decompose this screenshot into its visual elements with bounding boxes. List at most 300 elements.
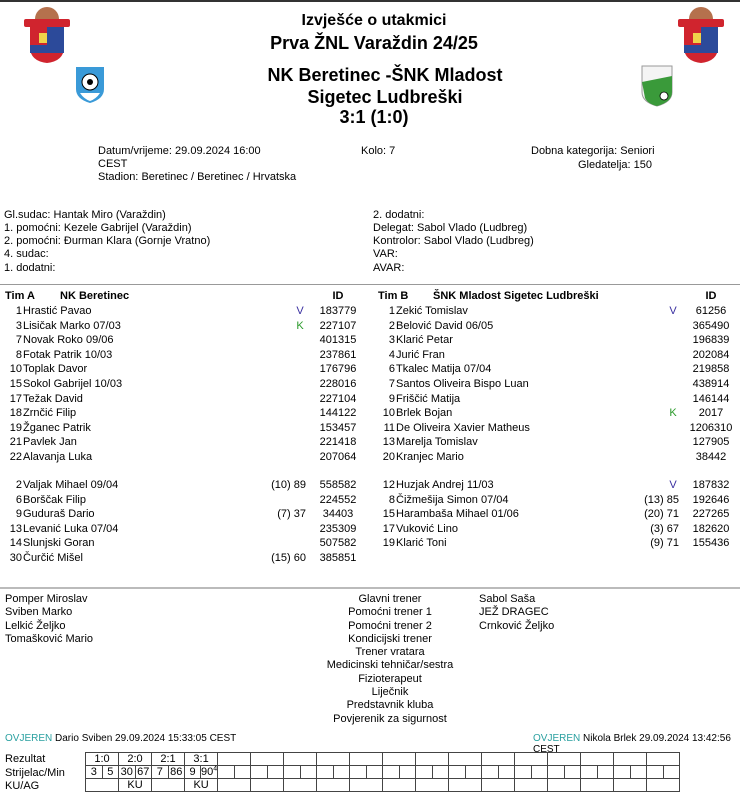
empty-type-cell: [449, 779, 482, 792]
empty-minute-cell: [267, 766, 284, 779]
away-staff: [479, 593, 554, 633]
player-id: 202084: [692, 348, 730, 361]
player-id: 192646: [692, 493, 730, 506]
report-title: Izvješće o utakmici: [301, 12, 447, 29]
substitution-info: (9) 71: [650, 537, 679, 550]
player-number: 8: [388, 493, 395, 506]
datetime-value: 29.09.2024 16:00: [175, 145, 261, 157]
round-value: 7: [389, 145, 396, 157]
verification-home: [5, 733, 236, 744]
player-id: 34403: [322, 508, 354, 521]
player-name: Klarić Toni: [396, 537, 447, 550]
home-staff: [5, 593, 93, 646]
player-number: 6: [15, 493, 22, 506]
empty-result-cell: [218, 753, 251, 766]
round: [361, 145, 395, 158]
age-category-label: Dobna kategorija:: [531, 145, 618, 157]
player-row: [373, 319, 735, 333]
staff-line: Liječnik: [371, 686, 409, 699]
type-cell: [152, 779, 185, 792]
player-name: Lisičak Marko 07/03: [23, 319, 121, 332]
staff-line: Glavni trener: [358, 593, 422, 605]
minute-cell: [135, 766, 152, 779]
spectators-value: 150: [633, 159, 653, 171]
minute-value: 67: [137, 766, 150, 778]
final-score: 3:1 (1:0): [339, 107, 409, 127]
spectators-label: Gledatelja:: [578, 159, 631, 171]
player-id: 219858: [692, 363, 730, 376]
officials-left: [4, 209, 210, 275]
empty-scorer-cell: [548, 766, 565, 779]
player-number: 15: [9, 378, 22, 390]
player-number: 19: [382, 537, 395, 550]
player-name: Huzjak Andrej 11/03: [396, 479, 494, 491]
goalkeeper-badge: V: [669, 305, 677, 317]
staff-line: Crnković Željko: [479, 619, 555, 632]
empty-minute-cell: [465, 766, 482, 779]
empty-scorer-cell: [581, 766, 598, 779]
player-number: 3: [15, 319, 22, 332]
player-name: Belović David 06/05: [396, 319, 494, 332]
empty-result-cell: [284, 753, 317, 766]
empty-type-cell: [284, 779, 317, 792]
player-row: [0, 377, 362, 391]
player-row: [0, 478, 362, 492]
empty-type-cell: [515, 779, 548, 792]
player-number: 4: [388, 348, 395, 361]
empty-type-cell: [350, 779, 383, 792]
player-number: 13: [9, 522, 22, 535]
empty-scorer-cell: [449, 766, 466, 779]
player-number: 17: [382, 522, 395, 535]
player-name: Zrnčić Filip: [23, 407, 77, 420]
empty-type-cell: [383, 779, 416, 792]
empty-type-cell: [614, 779, 647, 792]
captain-badge: K: [296, 319, 304, 332]
empty-result-cell: [647, 753, 680, 766]
player-id: 438914: [692, 378, 730, 390]
official-line: Kontrolor: Sabol Vlado (Ludbreg): [373, 235, 534, 247]
empty-result-cell: [350, 753, 383, 766]
player-number: 12: [382, 479, 395, 491]
player-number: 7: [15, 334, 22, 347]
empty-scorer-cell: [614, 766, 631, 779]
player-id: 176796: [319, 363, 357, 376]
empty-scorer-cell: [317, 766, 334, 779]
team-separator: -: [385, 65, 392, 85]
player-name: Vuković Lino: [396, 522, 458, 535]
player-name: Novak Roko 09/06: [23, 334, 114, 347]
player-number: 21: [9, 436, 22, 449]
empty-result-cell: [581, 753, 614, 766]
player-name: Čižmešija Simon 07/04: [396, 493, 509, 506]
official-line: 1. dodatni:: [4, 262, 56, 274]
staff-line: Trener vratara: [355, 646, 425, 659]
team-b-name: ŠNK Mladost Sigetec Ludbreški: [433, 290, 599, 302]
empty-scorer-cell: [284, 766, 301, 779]
verified-tag: OVJEREN: [533, 733, 581, 744]
player-id: 228016: [319, 378, 357, 390]
player-name: Brlek Bojan: [396, 407, 453, 420]
player-row: [0, 450, 362, 464]
empty-scorer-cell: [416, 766, 433, 779]
type-cell: [86, 779, 119, 792]
minute-cell: [102, 766, 119, 779]
staff-roles: [290, 593, 490, 726]
empty-scorer-cell: [251, 766, 268, 779]
team-b-label: Tim B: [378, 290, 409, 302]
player-number: 17: [9, 392, 22, 405]
snk-mladost-sigetec-crest-icon: [640, 64, 674, 108]
staff-line: Pomoćni trener 2: [348, 619, 432, 632]
player-row: [0, 522, 362, 536]
result-cell: 2:1: [152, 753, 185, 766]
player-id: 153457: [319, 421, 357, 434]
team-a-label: Tim A: [5, 290, 35, 302]
player-number: 9: [15, 508, 22, 521]
player-id: 221418: [319, 436, 357, 449]
top-rule: [0, 0, 740, 2]
staff-line: Lelkić Željko: [5, 619, 66, 632]
officials-right: [373, 209, 534, 275]
player-name: Kranjec Mario: [396, 451, 464, 463]
player-row: [373, 333, 735, 347]
result-cell: 2:0: [119, 753, 152, 766]
player-name: Pavlek Jan: [23, 436, 77, 449]
player-name: Levanić Luka 07/04: [23, 522, 119, 535]
minute-value: 86: [170, 766, 183, 778]
player-id: 227265: [692, 508, 730, 521]
player-id: 127905: [692, 436, 730, 449]
player-id: 155436: [692, 537, 730, 550]
player-number: 1: [388, 305, 395, 317]
official-line: 2. dodatni:: [373, 209, 425, 221]
away-team-name: ŠNK Mladost Sigetec Ludbreški: [307, 65, 503, 107]
scorer-row: [86, 766, 680, 779]
staff-line: Pomper Miroslav: [5, 593, 88, 605]
home-team-name: NK Beretinec: [267, 65, 381, 85]
player-name: Slunjski Goran: [23, 537, 95, 550]
substitution-info: (10) 89: [271, 479, 306, 491]
player-number: 7: [388, 378, 395, 390]
stadium-value: Beretinec / Beretinec / Hrvatska: [141, 171, 297, 183]
player-row: [0, 362, 362, 376]
player-id: 237861: [319, 348, 357, 361]
player-id: 144122: [319, 407, 357, 420]
player-id: 207064: [319, 451, 357, 463]
player-row: [0, 536, 362, 550]
empty-type-cell: [416, 779, 449, 792]
minute-cell: [168, 766, 185, 779]
player-number: 30: [9, 552, 22, 564]
player-row: [0, 551, 362, 565]
round-label: Kolo:: [361, 145, 387, 157]
player-number: 9: [388, 392, 395, 405]
staff-line: JEŽ DRAGEC: [479, 606, 549, 619]
empty-scorer-cell: [482, 766, 499, 779]
player-name: Borščak Filip: [23, 493, 86, 506]
substitution-info: (13) 85: [644, 493, 679, 506]
staff-line: Kondicijski trener: [348, 632, 432, 645]
player-row: [373, 421, 735, 435]
empty-type-cell: [482, 779, 515, 792]
player-row: [373, 435, 735, 449]
player-name: Marelja Tomislav: [396, 436, 478, 449]
empty-scorer-cell: [383, 766, 400, 779]
player-name: Alavanja Luka: [23, 451, 93, 463]
minute-value: 5: [107, 766, 114, 778]
stadium: [98, 171, 296, 184]
empty-type-cell: [218, 779, 251, 792]
official-line: AVAR:: [373, 262, 405, 274]
player-number: 14: [9, 537, 22, 550]
player-id: 182620: [692, 522, 730, 535]
official-line: Gl.sudac: Hantak Miro (Varaždin): [4, 209, 166, 221]
minute-value: 90: [201, 766, 214, 778]
player-number: 2: [15, 479, 22, 491]
empty-scorer-cell: [647, 766, 664, 779]
player-name: Santos Oliveira Bispo Luan: [396, 378, 529, 390]
captain-badge: K: [669, 407, 677, 420]
result-label: Rezultat: [5, 753, 46, 765]
empty-scorer-cell: [515, 766, 532, 779]
player-name: Guduraš Dario: [23, 508, 95, 521]
result-row: [86, 753, 680, 766]
staff-line: Sabol Saša: [479, 593, 536, 605]
player-number: 10: [9, 363, 22, 376]
empty-result-cell: [515, 753, 548, 766]
substitution-info: (3) 67: [650, 522, 679, 535]
player-row: [373, 348, 735, 362]
player-row: [0, 435, 362, 449]
empty-type-cell: [647, 779, 680, 792]
player-row: [0, 348, 362, 362]
player-id: 196839: [692, 334, 730, 347]
player-name: Hrastić Pavao: [23, 305, 92, 317]
empty-result-cell: [317, 753, 350, 766]
staff-line: Sviben Marko: [5, 606, 73, 619]
player-number: 13: [382, 436, 395, 449]
player-id: 183779: [319, 305, 357, 317]
scorer-label: Strijelac/Min: [5, 766, 65, 779]
player-name: Harambaša Mihael 01/06: [396, 508, 519, 521]
scorer-cell: 7: [152, 766, 169, 779]
player-number: 19: [9, 421, 22, 434]
empty-minute-cell: [399, 766, 416, 779]
player-id: 224552: [319, 493, 357, 506]
spectators: [578, 159, 652, 172]
empty-scorer-cell: [218, 766, 235, 779]
section-divider: [0, 587, 740, 589]
age-category-value: Seniori: [620, 145, 655, 157]
empty-result-cell: [614, 753, 647, 766]
team-b-id-header: ID: [705, 290, 717, 302]
scorer-cell: 30: [119, 766, 136, 779]
player-name: Žganec Patrik: [23, 421, 91, 434]
player-row: [373, 362, 735, 376]
player-id: 146144: [692, 392, 730, 405]
player-number: 3: [388, 334, 395, 347]
official-line: VAR:: [373, 248, 398, 260]
added-time: 4: [213, 765, 218, 773]
player-number: 22: [9, 451, 22, 463]
player-number: 8: [15, 348, 22, 361]
type-row: [86, 779, 680, 792]
staff-line: Medicinski tehničar/sestra: [326, 659, 454, 672]
player-row: [0, 421, 362, 435]
type-label: KU/AG: [5, 780, 40, 792]
player-name: Friščić Matija: [396, 392, 461, 405]
match-teams: [240, 64, 530, 108]
player-id: 187832: [692, 479, 730, 491]
team-a-id-header: ID: [332, 290, 344, 302]
player-number: 6: [388, 363, 395, 376]
empty-result-cell: [482, 753, 515, 766]
player-name: Težak David: [23, 392, 83, 405]
player-name: Klarić Petar: [396, 334, 453, 347]
empty-type-cell: [548, 779, 581, 792]
player-number: 18: [9, 407, 22, 420]
player-number: 2: [388, 319, 395, 332]
scorer-cell: 3: [86, 766, 103, 779]
staff-line: Pomoćni trener 1: [348, 606, 432, 619]
substitution-info: (20) 71: [644, 508, 679, 521]
player-row: [373, 507, 735, 521]
empty-minute-cell: [234, 766, 251, 779]
player-row: [0, 493, 362, 507]
player-row: [373, 478, 735, 492]
minute-cell: [201, 766, 218, 779]
result-grid-labels: [5, 753, 65, 794]
player-id: 558582: [319, 479, 357, 491]
player-id: 2017: [698, 407, 724, 420]
empty-result-cell: [251, 753, 284, 766]
player-id: 365490: [692, 319, 730, 332]
stadium-label: Stadion:: [98, 171, 139, 183]
substitution-info: (15) 60: [271, 552, 306, 564]
empty-minute-cell: [564, 766, 581, 779]
player-id: 385851: [319, 552, 357, 564]
player-id: 507582: [319, 537, 357, 550]
empty-minute-cell: [333, 766, 350, 779]
empty-minute-cell: [630, 766, 647, 779]
nk-beretinec-crest-icon: [74, 65, 106, 105]
empty-minute-cell: [663, 766, 680, 779]
empty-result-cell: [416, 753, 449, 766]
staff-line: Povjerenik za sigurnost: [333, 712, 447, 725]
empty-result-cell: [449, 753, 482, 766]
empty-minute-cell: [366, 766, 383, 779]
player-id: 61256: [695, 305, 727, 317]
empty-type-cell: [317, 779, 350, 792]
player-row: [0, 406, 362, 420]
player-row: [0, 319, 362, 333]
official-line: 2. pomoćni: Đurman Klara (Gornje Vratno): [4, 235, 211, 247]
player-number: 20: [382, 451, 395, 463]
team-a-name: NK Beretinec: [60, 290, 130, 302]
empty-minute-cell: [531, 766, 548, 779]
player-number: 1: [15, 305, 22, 317]
player-id: 1206310: [689, 421, 733, 434]
scorer-cell: 9: [185, 766, 201, 779]
empty-scorer-cell: [350, 766, 367, 779]
datetime: [98, 145, 268, 171]
player-row: [0, 392, 362, 406]
empty-type-cell: [251, 779, 284, 792]
staff-line: Predstavnik kluba: [346, 699, 434, 712]
empty-minute-cell: [597, 766, 614, 779]
result-grid: [85, 752, 680, 792]
type-cell: KU: [185, 779, 218, 792]
competition-title: Prva ŽNL Varaždin 24/25: [270, 33, 478, 53]
verified-text: Dario Sviben 29.09.2024 15:33:05 CEST: [55, 733, 237, 744]
section-divider: [0, 284, 740, 285]
datetime-label: Datum/vrijeme:: [98, 145, 172, 157]
player-row: [373, 377, 735, 391]
age-category: [531, 145, 655, 158]
empty-minute-cell: [498, 766, 515, 779]
player-row: [373, 304, 735, 318]
result-cell: 1:0: [86, 753, 119, 766]
verified-tag: OVJEREN: [5, 733, 53, 744]
empty-type-cell: [581, 779, 614, 792]
player-number: 11: [383, 421, 395, 434]
player-number: 10: [382, 407, 395, 420]
goalkeeper-badge: V: [296, 305, 304, 317]
player-name: Čurčić Mišel: [23, 552, 83, 564]
official-line: 1. pomoćni: Kezele Gabrijel (Varaždin): [4, 222, 192, 234]
official-line: 4. sudac:: [4, 248, 49, 260]
staff-line: Tomašković Mario: [5, 632, 94, 645]
player-id: 227107: [319, 319, 357, 332]
player-id: 235309: [319, 522, 357, 535]
staff-line: Fizioterapeut: [358, 672, 422, 685]
player-row: [373, 493, 735, 507]
player-row: [0, 333, 362, 347]
player-row: [0, 507, 362, 521]
goalkeeper-badge: V: [669, 479, 677, 491]
player-row: [373, 450, 735, 464]
player-row: [373, 536, 735, 550]
player-row: [373, 406, 735, 420]
player-number: 15: [382, 508, 395, 521]
verified-text: Nikola Brlek 29.09.2024 13:42:56 CEST: [533, 733, 731, 755]
substitution-info: (7) 37: [277, 508, 306, 521]
player-name: Toplak Davor: [23, 363, 88, 376]
player-name: Valjak Mihael 09/04: [23, 479, 119, 491]
empty-minute-cell: [300, 766, 317, 779]
player-id: 38442: [695, 451, 727, 463]
player-name: Tkalec Matija 07/04: [396, 363, 492, 376]
type-cell: KU: [119, 779, 152, 792]
player-name: De Oliveira Xavier Matheus: [396, 421, 530, 434]
result-cell: 3:1: [185, 753, 218, 766]
player-id: 227104: [319, 392, 357, 405]
player-name: Fotak Patrik 10/03: [23, 348, 113, 361]
player-row: [373, 392, 735, 406]
empty-result-cell: [548, 753, 581, 766]
official-line: Delegat: Sabol Vlado (Ludbreg): [373, 222, 528, 234]
timezone: CEST: [98, 158, 128, 170]
empty-minute-cell: [432, 766, 449, 779]
player-name: Sokol Gabrijel 10/03: [23, 378, 123, 390]
player-row: [373, 522, 735, 536]
player-id: 401315: [319, 334, 357, 347]
empty-result-cell: [383, 753, 416, 766]
player-name: Zekić Tomislav: [396, 305, 468, 317]
player-name: Jurić Fran: [396, 348, 445, 361]
player-row: [0, 304, 362, 318]
